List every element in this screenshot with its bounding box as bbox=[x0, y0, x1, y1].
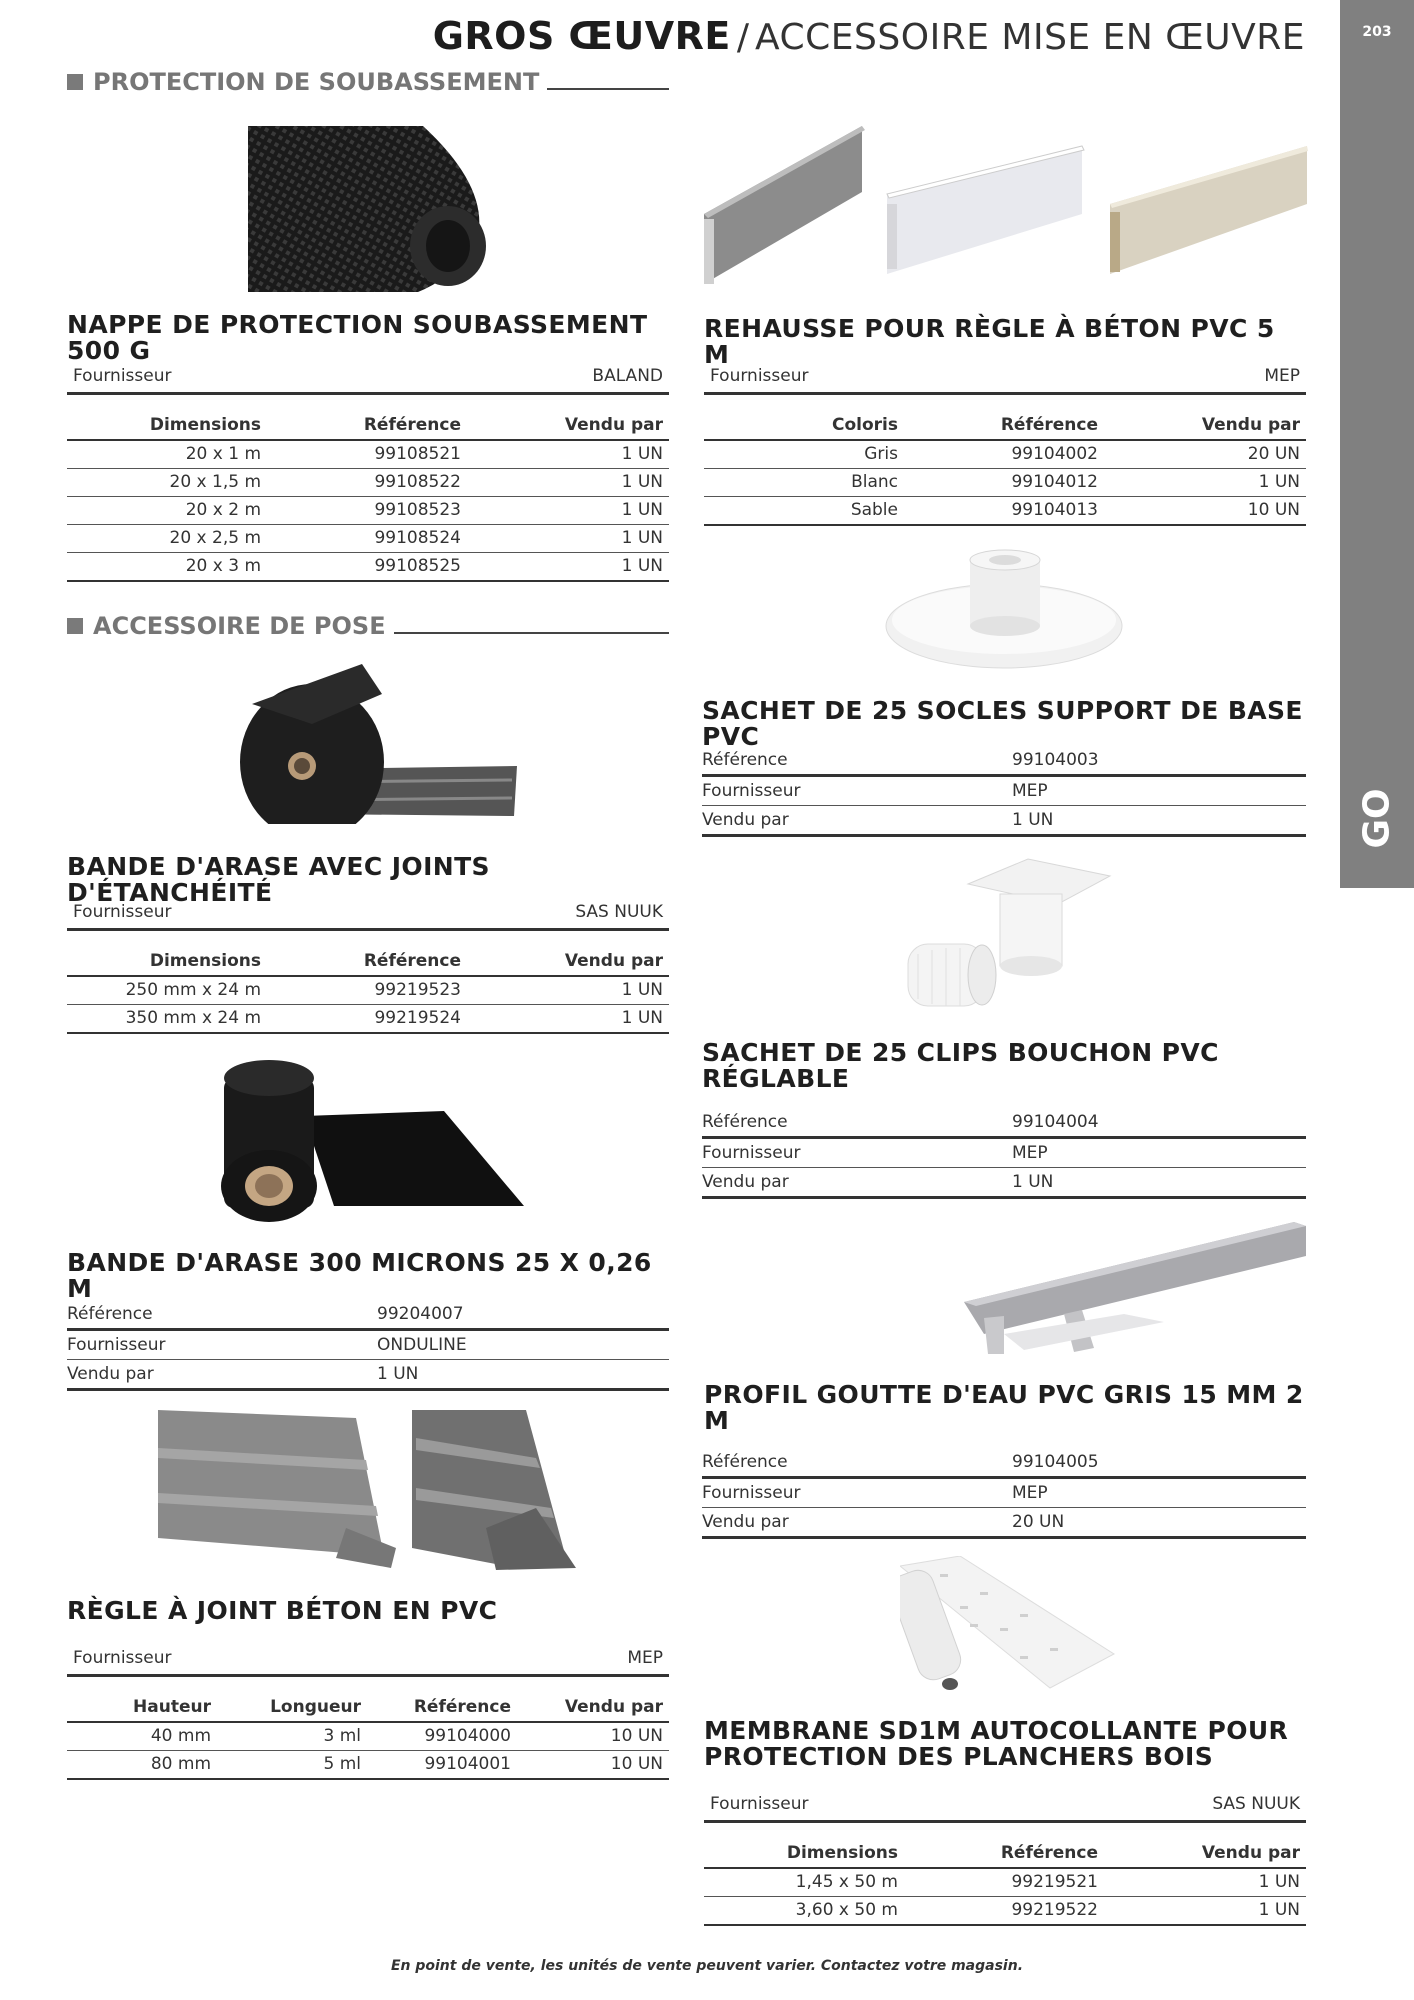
bande-arase-image bbox=[214, 1056, 524, 1228]
ref-label: Référence bbox=[67, 1300, 377, 1330]
product-table-regle-joint bbox=[67, 1648, 669, 1780]
title-line: PROTECTION DES PLANCHERS BOIS bbox=[704, 1742, 1214, 1771]
section-rule bbox=[394, 632, 669, 634]
sold-label: Vendu par bbox=[702, 1508, 1012, 1538]
col-header: Dimensions bbox=[704, 1843, 904, 1868]
product-title-socles: SACHET DE 25 SOCLES SUPPORT DE BASE PVC bbox=[702, 696, 1303, 751]
col-header: Référence bbox=[267, 415, 467, 440]
cell: 99108521 bbox=[267, 440, 467, 469]
table-row bbox=[67, 469, 669, 497]
col-header: Hauteur bbox=[67, 1697, 217, 1722]
sold-label: Vendu par bbox=[702, 1168, 1012, 1198]
cell: 99219523 bbox=[267, 976, 467, 1005]
col-header: Vendu par bbox=[1104, 1843, 1306, 1868]
supplier-label: Fournisseur bbox=[702, 1138, 1012, 1168]
table-row bbox=[67, 976, 669, 1005]
cell: 20 x 2 m bbox=[67, 497, 267, 525]
cell: 1 UN bbox=[1104, 469, 1306, 497]
side-tab bbox=[1340, 0, 1414, 888]
supplier-row bbox=[67, 1648, 669, 1677]
product-title-membrane bbox=[704, 1718, 1306, 1770]
spec-table bbox=[67, 951, 669, 1034]
product-info-clips bbox=[702, 1108, 1306, 1199]
cell: 350 mm x 24 m bbox=[67, 1005, 267, 1034]
product-title-clips bbox=[702, 1040, 1306, 1092]
sold-label: Vendu par bbox=[67, 1360, 377, 1390]
table-row bbox=[704, 469, 1306, 497]
col-header: Dimensions bbox=[67, 415, 267, 440]
supplier-label: Fournisseur bbox=[702, 1478, 1012, 1508]
col-header: Vendu par bbox=[467, 415, 669, 440]
ref-label: Référence bbox=[702, 1108, 1012, 1138]
table-row bbox=[67, 553, 669, 582]
supplier-label: Fournisseur bbox=[73, 902, 172, 922]
bande-joints-image bbox=[232, 664, 522, 824]
spec-table bbox=[704, 1843, 1306, 1926]
cell: 99104001 bbox=[367, 1751, 517, 1780]
ref-value: 99104003 bbox=[1012, 746, 1306, 776]
supplier-label: Fournisseur bbox=[710, 366, 809, 386]
cell: 3,60 x 50 m bbox=[704, 1897, 904, 1926]
cell: 10 UN bbox=[1104, 497, 1306, 526]
table-row bbox=[704, 497, 1306, 526]
section-heading-accessoire bbox=[67, 612, 669, 640]
col-header: Référence bbox=[904, 1843, 1104, 1868]
cell: 99219522 bbox=[904, 1897, 1104, 1926]
cell: 99108525 bbox=[267, 553, 467, 582]
section-square-icon bbox=[67, 74, 83, 90]
supplier-row bbox=[67, 902, 669, 931]
supplier-label: Fournisseur bbox=[73, 1648, 172, 1668]
col-header: Dimensions bbox=[67, 951, 267, 976]
cell: 1 UN bbox=[467, 525, 669, 553]
supplier-value: MEP bbox=[1012, 1478, 1306, 1508]
spec-table bbox=[67, 1697, 669, 1780]
cell: 20 x 3 m bbox=[67, 553, 267, 582]
clips-bouchon-image bbox=[898, 854, 1114, 1014]
cell: 99104002 bbox=[904, 440, 1104, 469]
membrane-image bbox=[900, 1556, 1116, 1696]
page-header bbox=[400, 14, 1305, 58]
product-table-rehausse bbox=[704, 366, 1306, 526]
section-rule bbox=[547, 88, 669, 90]
supplier-row bbox=[704, 1794, 1306, 1823]
cell: 20 x 1 m bbox=[67, 440, 267, 469]
sold-value: 1 UN bbox=[1012, 806, 1306, 836]
cell: 99104013 bbox=[904, 497, 1104, 526]
cell: Sable bbox=[704, 497, 904, 526]
title-line: MEMBRANE SD1M AUTOCOLLANTE POUR bbox=[704, 1716, 1289, 1745]
cell: 1 UN bbox=[467, 1005, 669, 1034]
section-title: PROTECTION DE SOUBASSEMENT bbox=[93, 68, 540, 96]
page-number: 203 bbox=[1362, 24, 1392, 40]
header-category: GROS ŒUVRE bbox=[432, 14, 731, 58]
rehausse-image bbox=[702, 124, 1308, 294]
product-title-rehausse: REHAUSSE POUR RÈGLE À BÉTON PVC 5 M bbox=[704, 314, 1275, 369]
cell: 99104000 bbox=[367, 1722, 517, 1751]
product-title-profil-goutte: PROFIL GOUTTE D'EAU PVC GRIS 15 MM 2 M bbox=[704, 1380, 1304, 1435]
cell: 3 ml bbox=[217, 1722, 367, 1751]
product-title-bande-joints: BANDE D'ARASE AVEC JOINTS D'ÉTANCHÉITÉ bbox=[67, 852, 490, 907]
table-row bbox=[67, 525, 669, 553]
cell: 5 ml bbox=[217, 1751, 367, 1780]
supplier-value: SAS NUUK bbox=[1212, 1794, 1300, 1814]
product-title-nappe: NAPPE DE PROTECTION SOUBASSEMENT 500 G bbox=[67, 310, 648, 365]
table-row bbox=[67, 1005, 669, 1034]
cell: 99219524 bbox=[267, 1005, 467, 1034]
ref-value: 99104004 bbox=[1012, 1108, 1306, 1138]
header-separator: / bbox=[736, 17, 750, 58]
supplier-value: MEP bbox=[1264, 366, 1300, 386]
supplier-value: BALAND bbox=[592, 366, 663, 386]
supplier-value: MEP bbox=[1012, 1138, 1306, 1168]
table-row bbox=[67, 440, 669, 469]
supplier-row bbox=[67, 366, 669, 395]
col-header: Longueur bbox=[217, 1697, 367, 1722]
side-tab-label: GO bbox=[1356, 788, 1398, 849]
cell: 1 UN bbox=[1104, 1868, 1306, 1897]
sold-value: 1 UN bbox=[1012, 1168, 1306, 1198]
supplier-label: Fournisseur bbox=[73, 366, 172, 386]
table-row bbox=[67, 497, 669, 525]
supplier-value: MEP bbox=[627, 1648, 663, 1668]
table-row bbox=[704, 1897, 1306, 1926]
regle-joint-image bbox=[156, 1408, 576, 1574]
cell: Gris bbox=[704, 440, 904, 469]
product-title-bande-arase: BANDE D'ARASE 300 MICRONS 25 X 0,26 M bbox=[67, 1248, 652, 1303]
header-subcategory: ACCESSOIRE MISE EN ŒUVRE bbox=[755, 17, 1305, 58]
cell: 99108522 bbox=[267, 469, 467, 497]
sold-label: Vendu par bbox=[702, 806, 1012, 836]
supplier-label: Fournisseur bbox=[702, 776, 1012, 806]
col-header: Coloris bbox=[704, 415, 904, 440]
ref-value: 99104005 bbox=[1012, 1448, 1306, 1478]
title-line: RÉGLABLE bbox=[702, 1064, 850, 1093]
col-header: Vendu par bbox=[517, 1697, 669, 1722]
product-info-profil-goutte bbox=[702, 1448, 1306, 1539]
cell: 1 UN bbox=[467, 553, 669, 582]
cell: 99104012 bbox=[904, 469, 1104, 497]
col-header: Référence bbox=[267, 951, 467, 976]
cell: 40 mm bbox=[67, 1722, 217, 1751]
cell: 99219521 bbox=[904, 1868, 1104, 1897]
supplier-value: ONDULINE bbox=[377, 1330, 669, 1360]
col-header: Référence bbox=[904, 415, 1104, 440]
cell: 20 x 1,5 m bbox=[67, 469, 267, 497]
sold-value: 20 UN bbox=[1012, 1508, 1306, 1538]
spec-table bbox=[704, 415, 1306, 526]
product-info-socles bbox=[702, 746, 1306, 837]
cell: 10 UN bbox=[517, 1751, 669, 1780]
ref-label: Référence bbox=[702, 746, 1012, 776]
col-header: Référence bbox=[367, 1697, 517, 1722]
footer-note: En point de vente, les unités de vente peuvent varier. Contactez votre magasin. bbox=[390, 1958, 1024, 1974]
cell: 1 UN bbox=[467, 440, 669, 469]
table-row bbox=[67, 1722, 669, 1751]
product-table-bande-joints bbox=[67, 902, 669, 1034]
socle-image bbox=[884, 546, 1128, 676]
ref-label: Référence bbox=[702, 1448, 1012, 1478]
supplier-value: SAS NUUK bbox=[575, 902, 663, 922]
profil-goutte-image bbox=[964, 1214, 1308, 1358]
protection-mesh-image bbox=[248, 126, 488, 292]
cell: 1 UN bbox=[467, 469, 669, 497]
cell: 1 UN bbox=[467, 497, 669, 525]
cell: 10 UN bbox=[517, 1722, 669, 1751]
table-row bbox=[67, 1751, 669, 1780]
supplier-label: Fournisseur bbox=[67, 1330, 377, 1360]
cell: 1 UN bbox=[467, 976, 669, 1005]
cell: 99108523 bbox=[267, 497, 467, 525]
col-header: Vendu par bbox=[1104, 415, 1306, 440]
supplier-label: Fournisseur bbox=[710, 1794, 809, 1814]
section-square-icon bbox=[67, 618, 83, 634]
table-row bbox=[704, 440, 1306, 469]
cell: 80 mm bbox=[67, 1751, 217, 1780]
sold-value: 1 UN bbox=[377, 1360, 669, 1390]
spec-table bbox=[67, 415, 669, 582]
cell: 20 UN bbox=[1104, 440, 1306, 469]
cell: 250 mm x 24 m bbox=[67, 976, 267, 1005]
title-line: SACHET DE 25 CLIPS BOUCHON PVC bbox=[702, 1038, 1219, 1067]
section-heading-protection bbox=[67, 68, 669, 96]
cell: 1 UN bbox=[1104, 1897, 1306, 1926]
cell: 1,45 x 50 m bbox=[704, 1868, 904, 1897]
col-header: Vendu par bbox=[467, 951, 669, 976]
product-table-membrane bbox=[704, 1794, 1306, 1926]
product-info-bande-arase bbox=[67, 1300, 669, 1391]
cell: 99108524 bbox=[267, 525, 467, 553]
product-table-nappe bbox=[67, 366, 669, 582]
table-row bbox=[704, 1868, 1306, 1897]
cell: 20 x 2,5 m bbox=[67, 525, 267, 553]
supplier-value: MEP bbox=[1012, 776, 1306, 806]
product-title-regle-joint: RÈGLE À JOINT BÉTON EN PVC bbox=[67, 1596, 498, 1625]
supplier-row bbox=[704, 366, 1306, 395]
section-title: ACCESSOIRE DE POSE bbox=[93, 612, 386, 640]
ref-value: 99204007 bbox=[377, 1300, 669, 1330]
cell: Blanc bbox=[704, 469, 904, 497]
